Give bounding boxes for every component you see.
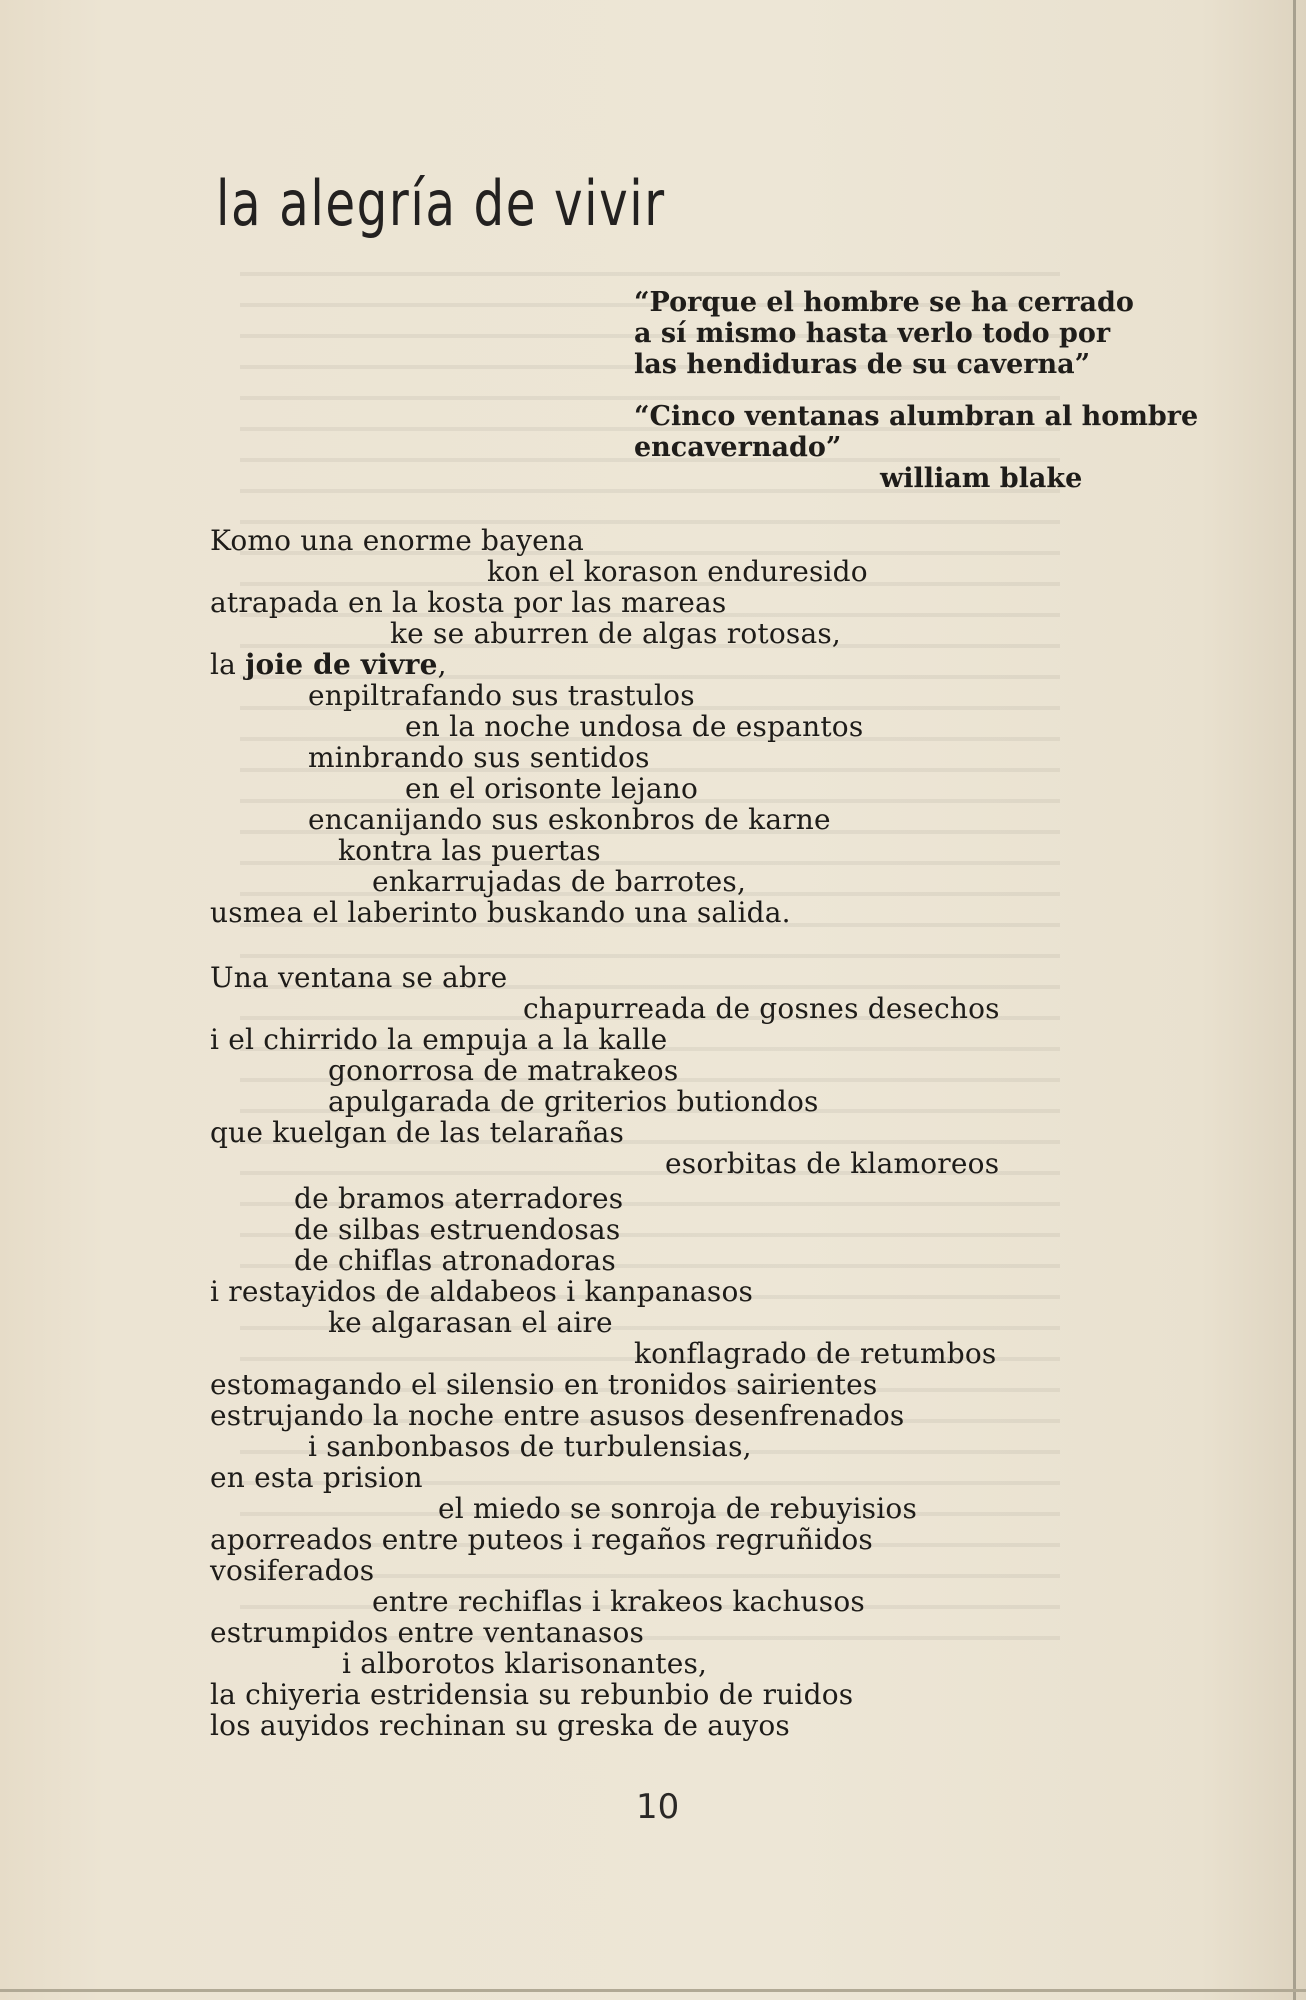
poem-line: vosiferados [210,1554,375,1587]
poem-line: chapurreada de gosnes desechos [523,992,1000,1025]
poem-line: estrumpidos entre ventanasos [210,1616,645,1649]
page-edge-bottom [0,1989,1306,1992]
poem-line: i sanbonbasos de turbulensias, [308,1430,752,1463]
poem-line: estomagando el silensio en tronidos sairientes [210,1368,878,1401]
poem-line: minbrando sus sentidos [308,741,650,774]
poem-line: estrujando la noche entre asusos desenfrenados [210,1399,905,1432]
poem-line: los auyidos rechinan su greska de auyos [210,1709,790,1742]
poem-title: la alegría de vivir [216,167,666,240]
epigraph-author: william blake [880,463,1083,494]
epigraph-line: encavernado” [634,432,842,463]
poem-line: apulgarada de griterios butiondos [328,1085,819,1118]
epigraph-line: “Porque el hombre se ha cerrado [634,287,1134,318]
poem-line: encanijando sus eskonbros de karne [308,803,831,836]
poem-line: kontra las puertas [338,834,601,867]
poem-line: i restayidos de aldabeos i kanpanasos [210,1275,754,1308]
poem-line: enpiltrafando sus trastulos [308,679,695,712]
poem-line: el miedo se sonroja de rebuyisios [438,1492,918,1525]
poem-line: esorbitas de klamoreos [665,1147,1000,1180]
poem-line: atrapada en la kosta por las mareas [210,586,727,619]
poem-line: i alborotos klarisonantes, [342,1647,708,1680]
poem-line: de bramos aterradores [294,1182,624,1215]
poem-line: aporreados entre puteos i regaños regruñidos [210,1523,873,1556]
poem-line: en esta prision [210,1461,423,1494]
poem-line: de silbas estruendosas [294,1213,621,1246]
poem-line: usmea el laberinto buskando una salida. [210,896,791,929]
epigraph-line: a sí mismo hasta verlo todo por [634,318,1111,349]
poem-line: enkarrujadas de barrotes, [372,865,747,898]
poem-line: en la noche undosa de espantos [405,710,864,743]
poem-line: ke algarasan el aire [328,1306,613,1339]
epigraph-line: las hendiduras de su caverna” [634,349,1091,380]
poem-line: kon el korason enduresido [487,555,868,588]
poem-line: la chiyeria estridensia su rebunbio de ruidos [210,1678,854,1711]
epigraph-line: “Cinco ventanas alumbran al hombre [634,401,1199,432]
poem-line: ke se aburren de algas rotosas, [390,617,842,650]
poem-line: i el chirrido la empuja a la kalle [210,1023,668,1056]
poem-line: Komo una enorme bayena [210,524,584,557]
emphasis-text: joie de vivre [245,648,438,681]
poem-line: gonorrosa de matrakeos [328,1054,679,1087]
poem-line: Una ventana se abre [210,961,508,994]
page-number: 10 [636,1787,680,1827]
poem-line: konflagrado de retumbos [634,1337,997,1370]
page-edge-right [1293,0,1296,2000]
poem-line: entre rechiflas i krakeos kachusos [372,1585,865,1618]
poem-line: que kuelgan de las telarañas [210,1116,625,1149]
poem-line: en el orisonte lejano [405,772,699,805]
poem-line: la joie de vivre, [210,648,447,681]
poem-line: de chiflas atronadoras [294,1244,616,1277]
